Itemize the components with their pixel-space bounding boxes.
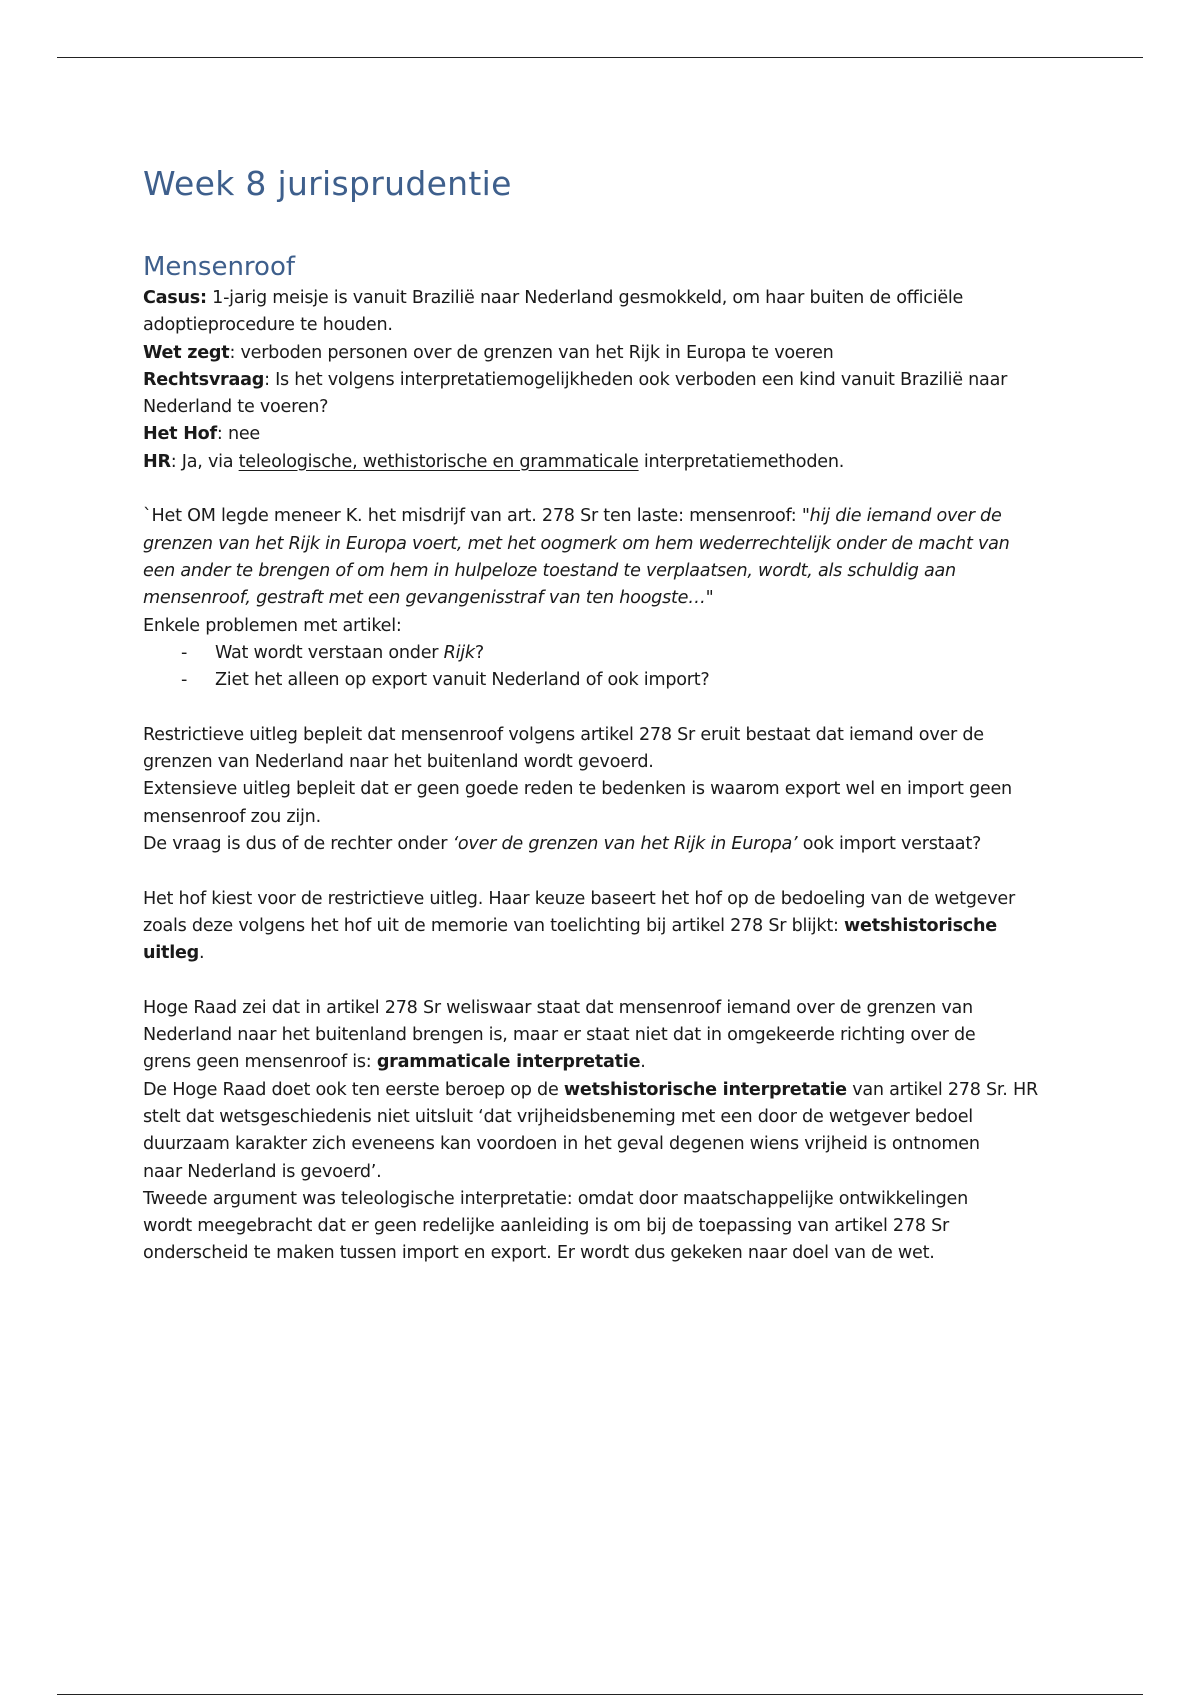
rechtsvraag-line-continued: Nederland te voeren?: [143, 397, 329, 418]
extensief-line-1: Extensieve uitleg bepleit dat er geen goede reden te bedenken is waarom export wel en import geen: [143, 779, 1012, 800]
hof-bold: wetshistorische: [844, 915, 997, 936]
paragraph-spacer: [143, 476, 1063, 503]
wet-zegt-label: Wet zegt: [143, 342, 230, 363]
problems-intro: Enkele problemen met artikel:: [143, 615, 402, 636]
hr-par-bold: grammaticale interpretatie: [376, 1052, 641, 1073]
hr-par-text-post: van artikel 278 Sr. HR: [846, 1079, 1038, 1100]
hr-text-post: interpretatiemethoden.: [638, 451, 845, 472]
hr-par-line-9: wordt meegebracht dat er geen redelijke aanleiding is om bij de toepassing van artikel 278 Sr: [143, 1216, 950, 1237]
hr-par-line-1: Hoge Raad zei dat in artikel 278 Sr weliswaar staat dat mensenroof iemand over de grenzen van: [143, 997, 973, 1018]
list-item: [143, 640, 1063, 667]
bullet-dash: -: [181, 670, 188, 691]
page-title: Week 8 jurisprudentie: [143, 164, 512, 203]
rechtsvraag-text: : Is het volgens interpretatiemogelijkheden ook verboden een kind vanuit Brazilië naar: [264, 369, 1008, 390]
hr-par-line-6: duurzaam karakter zich eveneens kan voordoen in het geval degenen wiens vrijheid is ontnomen: [143, 1134, 980, 1155]
vraag-line: [143, 831, 1063, 858]
hr-line: [143, 449, 1063, 476]
quote-italic-start: hij die iemand over de: [809, 506, 1002, 527]
bullet-dash: -: [181, 642, 188, 663]
hr-label: HR: [143, 451, 171, 472]
bullet-text: Wat wordt verstaan onder: [215, 642, 444, 663]
paragraph-spacer: [143, 694, 1063, 721]
hof-line-2: [143, 913, 1063, 940]
hof-line-1: Het hof kiest voor de restrictieve uitleg. Haar keuze baseert het hof op de bedoeling van de wetgever: [143, 888, 1015, 909]
hr-par-line-4: [143, 1077, 1063, 1104]
page-bottom-rule: [57, 1694, 1143, 1695]
restrictief-line-2: grenzen van Nederland naar het buitenland wordt gevoerd.: [143, 752, 654, 773]
wet-zegt-text: : verboden personen over de grenzen van het Rijk in Europa te voeren: [229, 342, 834, 363]
quote-line-1: [143, 503, 1063, 530]
casus-label: Casus:: [143, 288, 207, 308]
casus-text: 1-jarig meisje is vanuit Brazilië naar Nederland gesmokkeld, om haar buiten de officiële: [206, 288, 964, 308]
hof-line-3: [143, 940, 1063, 967]
quote-italic-4: mensenroof, gestraft met een gevangenisstraf van ten hoogste…": [143, 588, 714, 609]
quote-line-3: [143, 558, 1063, 585]
bullet-text: Ziet het alleen op export vanuit Nederland of ook import?: [215, 670, 710, 691]
wet-zegt-line: [143, 340, 1063, 367]
vraag-italic: ‘over de grenzen van het Rijk in Europa’: [452, 833, 798, 854]
bullet-italic: Rijk: [443, 642, 475, 663]
het-hof-label: Het Hof: [143, 424, 217, 445]
quote-italic-3: een ander te brengen of om hem in hulpeloze toestand te verplaatsen, wordt, als schuldig aan: [143, 560, 956, 581]
quote-intro: `Het OM legde meneer K. het misdrijf van art. 278 Sr ten laste: mensenroof: ": [143, 506, 810, 527]
vraag-text-post: ook import verstaat?: [797, 833, 982, 854]
hr-par-text: De Hoge Raad doet ook ten eerste beroep op de: [143, 1079, 564, 1100]
hr-par-line-5: stelt dat wetsgeschiedenis niet uitsluit ‘dat vrijheidsbeneming met een door de wetgever bedoel: [143, 1106, 973, 1127]
hr-par-text-post: .: [640, 1052, 646, 1073]
het-hof-text: : nee: [216, 424, 260, 445]
casus-line-continued: adoptieprocedure te houden.: [143, 315, 393, 336]
list-item: [143, 667, 1063, 694]
paragraph-spacer: [143, 858, 1063, 885]
hr-par-line-2: Nederland naar het buitenland brengen is, maar er staat niet dat in omgekeerde richting over de: [143, 1025, 976, 1046]
document-body: [143, 160, 1063, 1268]
quote-italic-2: grenzen van het Rijk in Europa voert, met het oogmerk om hem wederrechtelijk onder de macht van: [143, 533, 1010, 554]
extensief-line-2: mensenroof zou zijn.: [143, 806, 321, 827]
rechtsvraag-line: [143, 367, 1063, 394]
bullet-text-post: ?: [474, 642, 484, 663]
hr-par-line-3: [143, 1049, 1063, 1076]
hr-methods-underlined: teleologische, wethistorische en grammaticale: [238, 451, 639, 472]
hof-text-post: .: [199, 943, 205, 964]
hr-par-line-7: naar Nederland is gevoerd’.: [143, 1161, 382, 1182]
hr-par-bold: wetshistorische interpretatie: [563, 1079, 847, 1100]
paragraph-spacer: [143, 967, 1063, 994]
rechtsvraag-label: Rechtsvraag: [143, 369, 265, 390]
hr-text-pre: : Ja, via: [170, 451, 239, 472]
page-top-rule: [57, 57, 1143, 58]
hof-bold-uitleg: uitleg: [143, 943, 200, 964]
hr-par-text: grens geen mensenroof is:: [143, 1052, 377, 1073]
section-heading-mensenroof: Mensenroof: [143, 252, 296, 282]
hof-text: zoals deze volgens het hof uit de memorie van toelichting bij artikel 278 Sr blijkt:: [143, 915, 845, 936]
hr-par-line-8: Tweede argument was teleologische interpretatie: omdat door maatschappelijke ontwikkelingen: [143, 1188, 968, 1209]
vraag-text: De vraag is dus of de rechter onder: [143, 833, 453, 854]
hr-par-line-10: onderscheid te maken tussen import en export. Er wordt dus gekeken naar doel van de wet.: [143, 1243, 935, 1264]
casus-line: [143, 285, 1063, 312]
het-hof-line: [143, 421, 1063, 448]
quote-line-4: [143, 585, 1063, 612]
quote-line-2: [143, 531, 1063, 558]
restrictief-line-1: Restrictieve uitleg bepleit dat mensenroof volgens artikel 278 Sr eruit bestaat dat iemand over de: [143, 724, 984, 745]
